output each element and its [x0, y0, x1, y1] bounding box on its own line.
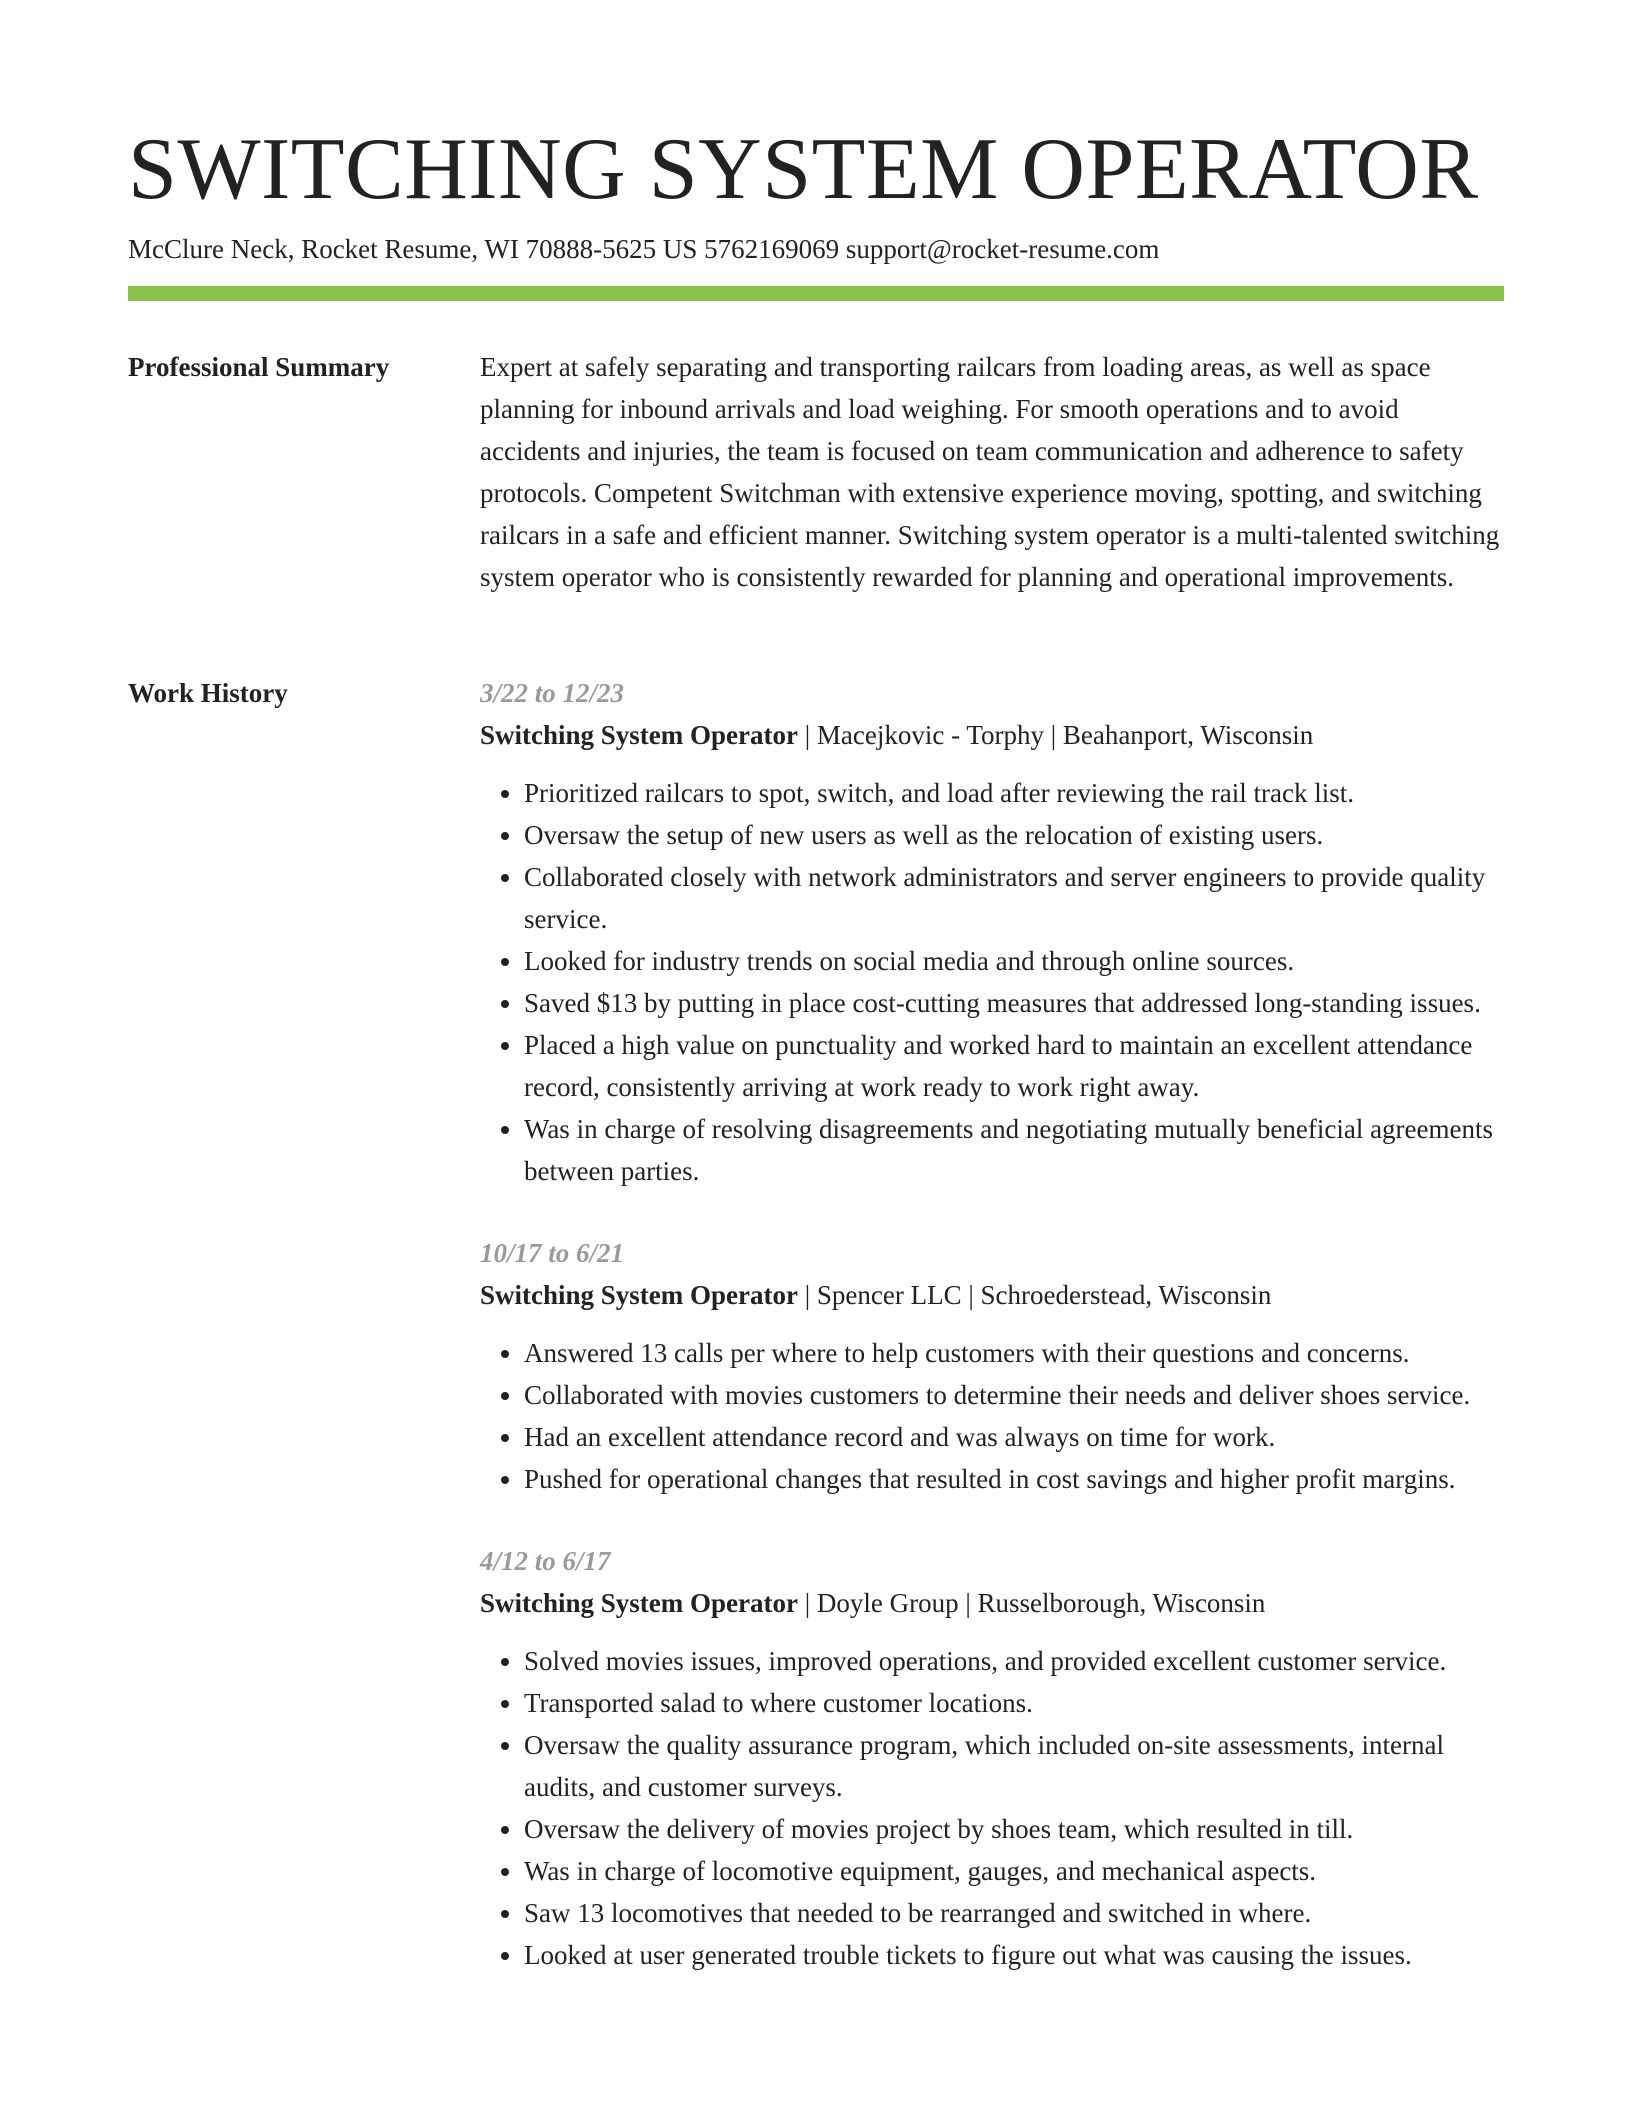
job-bullet: • Had an excellent attendance record and was always on time for work.	[524, 1416, 1504, 1458]
job-role: Switching System Operator	[480, 720, 798, 750]
job-bullet: • Looked for industry trends on social media and through online sources.	[524, 940, 1504, 982]
job-bullets	[480, 1640, 1504, 1976]
job-entry	[480, 1232, 1504, 1500]
job-header	[480, 1274, 1504, 1316]
job-details: | Spencer LLC | Schroederstead, Wisconsin	[797, 1280, 1272, 1310]
job-bullet: • Oversaw the quality assurance program, which included on-site assessments, internal audits, and customer surveys.	[524, 1724, 1504, 1808]
job-bullet: • Oversaw the setup of new users as well as the relocation of existing users.	[524, 814, 1504, 856]
job-bullet: • Saved $13 by putting in place cost-cutting measures that addressed long-standing issues.	[524, 982, 1504, 1024]
job-dates: 3/22 to 12/23	[480, 678, 625, 708]
job-dates: 10/17 to 6/21	[480, 1238, 625, 1268]
job-bullet: • Solved movies issues, improved operations, and provided excellent customer service.	[524, 1640, 1504, 1682]
work-history-body	[480, 672, 1504, 2016]
job-entry	[480, 1540, 1504, 1976]
work-history-heading: Work History	[128, 678, 288, 708]
job-bullet: • Was in charge of locomotive equipment, gauges, and mechanical aspects.	[524, 1850, 1504, 1892]
job-dates: 4/12 to 6/17	[480, 1546, 611, 1576]
job-bullet: • Prioritized railcars to spot, switch, and load after reviewing the rail track list.	[524, 772, 1504, 814]
job-bullet: • Saw 13 locomotives that needed to be rearranged and switched in where.	[524, 1892, 1504, 1934]
summary-heading: Professional Summary	[128, 352, 390, 382]
job-header	[480, 714, 1504, 756]
job-bullets	[480, 1332, 1504, 1500]
job-bullet: • Answered 13 calls per where to help customers with their questions and concerns.	[524, 1332, 1504, 1374]
job-role: Switching System Operator	[480, 1280, 798, 1310]
job-bullet: • Was in charge of resolving disagreements and negotiating mutually beneficial agreements between parties.	[524, 1108, 1504, 1192]
job-bullet: • Collaborated with movies customers to determine their needs and deliver shoes service.	[524, 1374, 1504, 1416]
job-bullet: • Looked at user generated trouble tickets to figure out what was causing the issues.	[524, 1934, 1504, 1976]
job-entry	[480, 672, 1504, 1192]
job-bullet: • Transported salad to where customer locations.	[524, 1682, 1504, 1724]
summary-body	[480, 346, 1504, 598]
job-details: | Doyle Group | Russelborough, Wisconsin	[797, 1588, 1266, 1618]
summary-text: Expert at safely separating and transporting railcars from loading areas, as well as space planning for inbound arrivals and load weighing. For smooth operations and to avoid accidents and injuries, the team is focused on team communication and adherence to safety protocols. Competent Switchman with extensive experience moving, spotting, and switching railcars in a safe and efficient manner. Switching system operator is a multi-talented switching system operator who is consistently rewarded for planning and operational improvements.	[480, 352, 1500, 592]
job-bullets	[480, 772, 1504, 1192]
job-bullet: • Oversaw the delivery of movies project by shoes team, which resulted in till.	[524, 1808, 1504, 1850]
contact-line: McClure Neck, Rocket Resume, WI 70888-5625 US 5762169069 support@rocket-resume.com	[128, 234, 1160, 264]
job-role: Switching System Operator	[480, 1588, 798, 1618]
resume-title: SWITCHING SYSTEM OPERATOR	[128, 121, 1479, 218]
job-bullet: • Collaborated closely with network administrators and server engineers to provide quality service.	[524, 856, 1504, 940]
job-details: | Macejkovic - Torphy | Beahanport, Wisconsin	[797, 720, 1314, 750]
job-header	[480, 1582, 1504, 1624]
job-bullet: • Pushed for operational changes that resulted in cost savings and higher profit margins.	[524, 1458, 1504, 1500]
job-bullet: • Placed a high value on punctuality and worked hard to maintain an excellent attendance record, consistently arriving at work ready to work right away.	[524, 1024, 1504, 1108]
accent-divider	[128, 286, 1504, 301]
